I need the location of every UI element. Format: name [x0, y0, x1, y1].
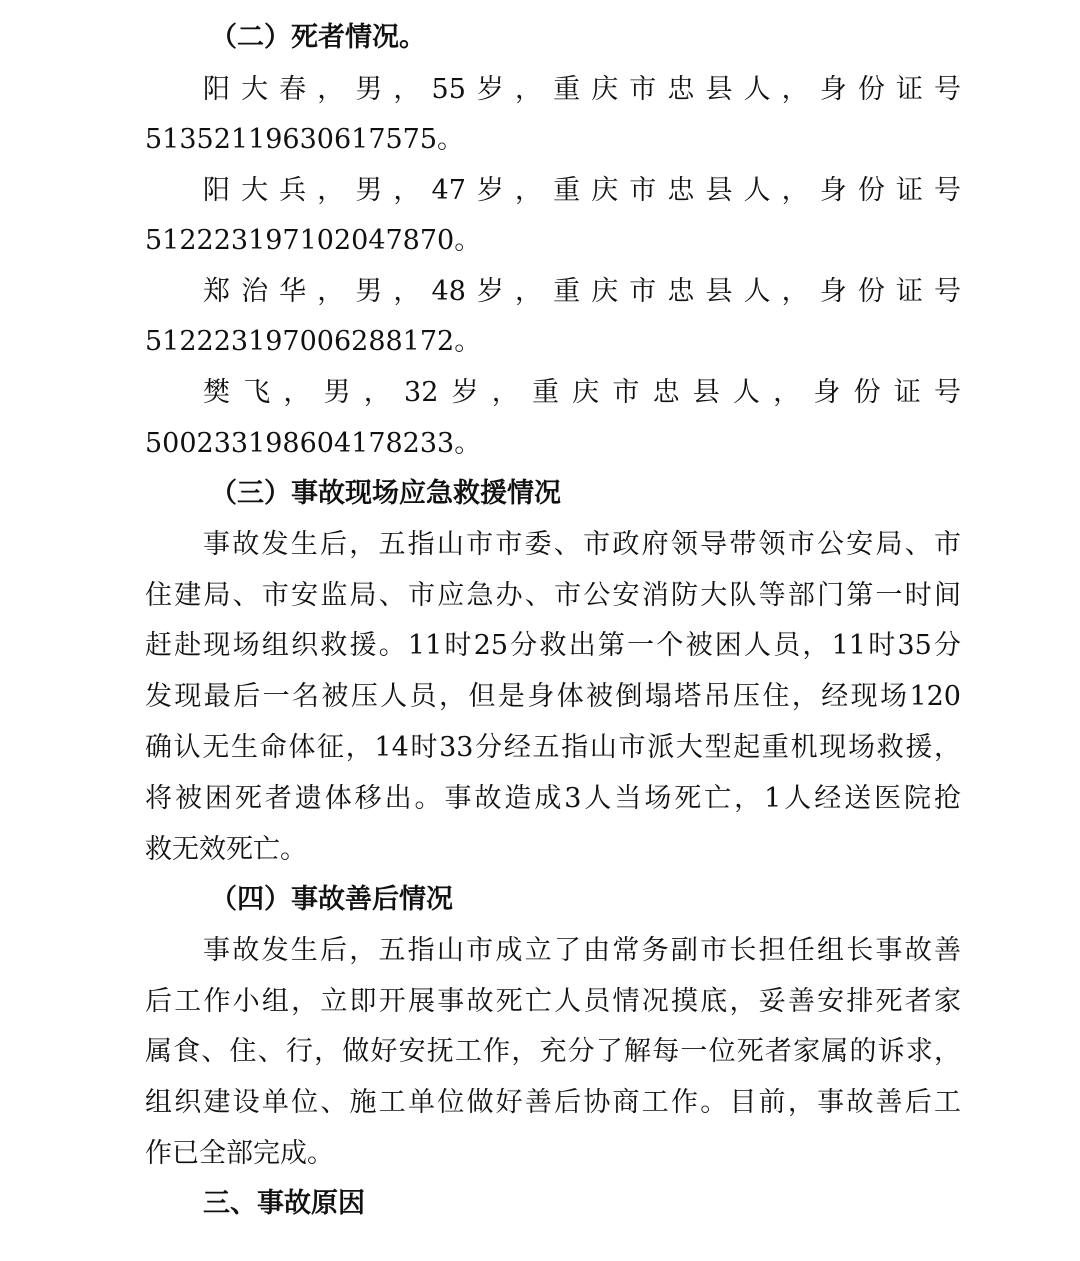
deceased-2-info: 阳大兵，男，47岁，重庆市忠县人，身份证号 [203, 175, 961, 206]
chapter-three-heading: 三、事故原因 [203, 1188, 365, 1219]
deceased-3-id: 512223197006288172。 [145, 326, 482, 357]
aftermath-line-2: 后工作小组，立即开展事故死亡人员情况摸底，妥善安排死者家 [145, 986, 961, 1017]
rescue-line-7: 救无效死亡。 [145, 834, 307, 865]
deceased-4-info: 樊飞，男，32岁，重庆市忠县人，身份证号 [203, 377, 961, 408]
aftermath-line-1: 事故发生后，五指山市成立了由常务副市长担任组长事故善 [203, 935, 961, 966]
rescue-line-5: 确认无生命体征，14时33分经五指山市派大型起重机现场救援， [145, 732, 961, 763]
aftermath-line-3: 属食、住、行，做好安抚工作，充分了解每一位死者家属的诉求， [145, 1036, 961, 1067]
section-four-heading: （四）事故善后情况 [210, 884, 453, 915]
rescue-line-1: 事故发生后，五指山市市委、市政府领导带领市公安局、市 [203, 529, 961, 560]
section-two-heading: （二）死者情况。 [210, 22, 426, 53]
deceased-2-id: 512223197102047870。 [145, 225, 482, 256]
deceased-1-info: 阳大春，男，55岁，重庆市忠县人，身份证号 [203, 74, 961, 105]
deceased-3-info: 郑治华，男，48岁，重庆市忠县人，身份证号 [203, 276, 961, 307]
aftermath-line-5: 作已全部完成。 [145, 1138, 334, 1169]
deceased-4-id: 500233198604178233。 [145, 428, 482, 459]
rescue-line-6: 将被困死者遗体移出。事故造成3人当场死亡，1人经送医院抢 [145, 783, 961, 814]
deceased-1-id: 51352119630617575。 [145, 124, 465, 155]
rescue-line-3: 赶赴现场组织救援。11时25分救出第一个被困人员，11时35分 [145, 630, 961, 661]
section-three-heading: （三）事故现场应急救援情况 [210, 478, 561, 509]
aftermath-line-4: 组织建设单位、施工单位做好善后协商工作。目前，事故善后工 [145, 1087, 961, 1118]
rescue-line-2: 住建局、市安监局、市应急办、市公安消防大队等部门第一时间 [145, 580, 961, 611]
rescue-line-4: 发现最后一名被压人员，但是身体被倒塌塔吊压住，经现场120 [145, 681, 961, 712]
